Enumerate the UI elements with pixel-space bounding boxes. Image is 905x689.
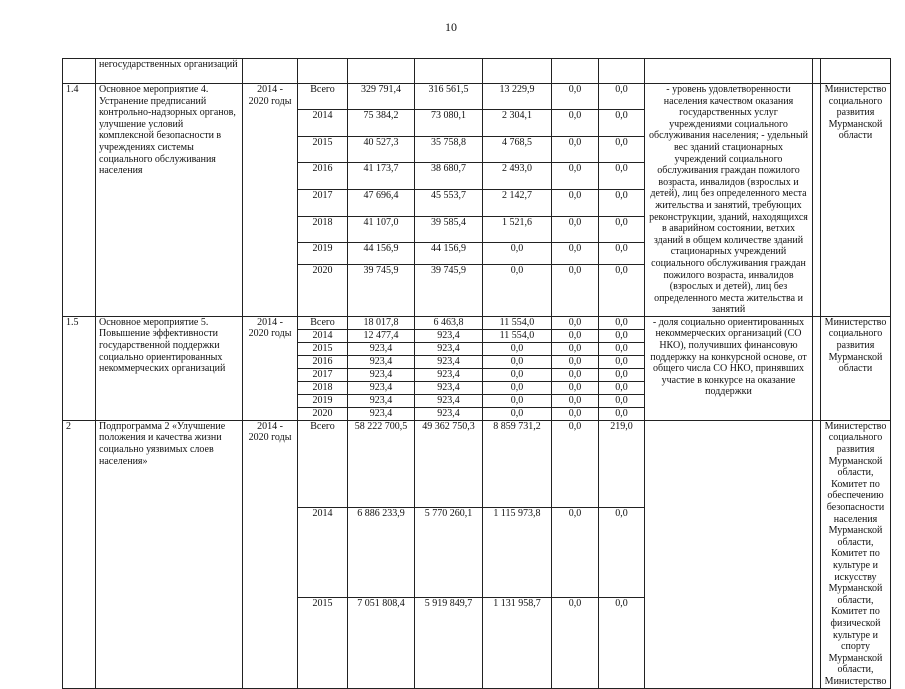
total-cell: 7 051 808,4 [348,598,415,688]
value-cell: 5 919 849,7 [415,598,483,688]
value-cell: 0,0 [599,329,645,342]
year-cell: 2015 [298,342,348,355]
value-cell: 0,0 [599,507,645,597]
value-cell: 0,0 [599,265,645,317]
year-cell: 2014 [298,329,348,342]
value-cell: 923,4 [415,407,483,420]
value-cell: 0,0 [599,217,645,243]
indicator-text: - доля социально ориентированных некоммерческих организаций (СО НКО), получивших финансовую поддержку на конкурсной основе, от общего числа СО НКО, принявших участие в конкурсе на оказание поддержки [645,316,813,420]
period: 2014 - 2020 годы [243,84,298,317]
total-cell: 923,4 [348,368,415,381]
value-cell: 0,0 [599,407,645,420]
year-cell: Всего [298,316,348,329]
value-cell: 0,0 [552,381,599,394]
value-cell: 0,0 [552,265,599,317]
row-number: 1.5 [63,316,96,420]
value-cell: 316 561,5 [415,84,483,110]
continued-name: негосударственных организаций [96,59,243,84]
value-cell: 1 131 958,7 [483,598,552,688]
year-cell: 2014 [298,507,348,597]
year-cell: 2020 [298,265,348,317]
value-cell: 0,0 [552,342,599,355]
value-cell: 0,0 [599,342,645,355]
value-cell: 0,0 [552,316,599,329]
value-cell: 0,0 [552,217,599,243]
value-cell: 0,0 [552,368,599,381]
value-cell: 2 304,1 [483,109,552,136]
total-cell: 44 156,9 [348,242,415,264]
value-cell: 0,0 [483,355,552,368]
value-cell: 11 554,0 [483,316,552,329]
value-cell: 0,0 [599,381,645,394]
value-cell: 0,0 [599,163,645,190]
total-cell: 923,4 [348,342,415,355]
value-cell: 0,0 [552,507,599,597]
period: 2014 - 2020 годы [243,420,298,688]
value-cell: 0,0 [552,598,599,688]
year-cell: 2018 [298,217,348,243]
value-cell: 923,4 [415,355,483,368]
value-cell: 0,0 [599,394,645,407]
value-cell: 0,0 [552,407,599,420]
value-cell: 0,0 [483,342,552,355]
activity-name: Основное мероприятие 4. Устранение предписаний контрольно-надзорных органов, улучшение условий комплексной безопасности в учреждениях системы социального обслуживания населения [96,84,243,317]
value-cell: 49 362 750,3 [415,420,483,507]
period: 2014 - 2020 годы [243,316,298,420]
year-cell: 2018 [298,381,348,394]
year-cell: 2016 [298,163,348,190]
total-cell: 39 745,9 [348,265,415,317]
value-cell: 923,4 [415,394,483,407]
value-cell: 13 229,9 [483,84,552,110]
value-cell: 1 115 973,8 [483,507,552,597]
value-cell: 0,0 [552,394,599,407]
total-cell: 75 384,2 [348,109,415,136]
value-cell: 2 493,0 [483,163,552,190]
total-cell: 41 107,0 [348,217,415,243]
value-cell: 0,0 [599,598,645,688]
value-cell: 0,0 [552,242,599,264]
total-cell: 923,4 [348,381,415,394]
year-cell: Всего [298,84,348,110]
value-cell: 0,0 [599,368,645,381]
value-cell: 0,0 [552,190,599,217]
year-cell: 2014 [298,109,348,136]
value-cell: 0,0 [483,368,552,381]
year-cell: 2020 [298,407,348,420]
cell-blank [63,59,96,84]
year-cell: 2015 [298,598,348,688]
year-cell: 2019 [298,242,348,264]
value-cell: 0,0 [599,242,645,264]
value-cell: 923,4 [415,329,483,342]
value-cell: 5 770 260,1 [415,507,483,597]
value-cell: 0,0 [552,329,599,342]
total-cell: 41 173,7 [348,163,415,190]
year-cell: 2019 [298,394,348,407]
value-cell: 0,0 [552,109,599,136]
executor: Министерство социального развития Мурманской области [821,316,891,420]
value-cell: 0,0 [599,136,645,163]
indicator-text [645,420,813,688]
value-cell: 11 554,0 [483,329,552,342]
row-number: 1.4 [63,84,96,317]
executor: Министерство социального развития Мурманской области [821,84,891,317]
value-cell: 923,4 [415,381,483,394]
year-cell: 2017 [298,368,348,381]
total-cell: 40 527,3 [348,136,415,163]
value-cell: 0,0 [552,355,599,368]
total-cell: 329 791,4 [348,84,415,110]
year-cell: 2016 [298,355,348,368]
total-cell: 18 017,8 [348,316,415,329]
program-table [62,58,891,689]
year-cell: Всего [298,420,348,507]
value-cell: 2 142,7 [483,190,552,217]
value-cell: 73 080,1 [415,109,483,136]
total-cell: 12 477,4 [348,329,415,342]
value-cell: 0,0 [483,407,552,420]
total-cell: 47 696,4 [348,190,415,217]
value-cell: 0,0 [552,136,599,163]
value-cell: 923,4 [415,342,483,355]
page-number: 10 [445,20,457,34]
year-cell: 2017 [298,190,348,217]
value-cell: 0,0 [552,163,599,190]
value-cell: 1 521,6 [483,217,552,243]
total-cell: 6 886 233,9 [348,507,415,597]
total-cell: 923,4 [348,355,415,368]
value-cell: 0,0 [483,381,552,394]
value-cell: 0,0 [552,420,599,507]
indicator-text: - уровень удовлетворенности населения качеством оказания государственных услуг учреждениями социального обслуживания населения; - удельный вес зданий стационарных учреждений социального обслуживания граждан пожилого возраста, инвалидов (взрослых и детей), лиц без определенного места жительства и занятий, требующих реконструкции, зданий, находящихся в аварийном состоянии, ветхих зданий в общем количестве зданий стационарных учреждений социального обслуживания граждан пожилого возраста, инвалидов (взрослых и детей), лиц без определенного места жительства и занятий [645,84,813,317]
total-cell: 923,4 [348,407,415,420]
value-cell: 0,0 [599,190,645,217]
row-number: 2 [63,420,96,688]
value-cell: 0,0 [483,242,552,264]
value-cell: 0,0 [552,84,599,110]
activity-name: Основное мероприятие 5. Повышение эффективности государственной поддержки социально ориентированных некоммерческих организаций [96,316,243,420]
value-cell: 4 768,5 [483,136,552,163]
executor: Министерство социального развития Мурманской области, Комитет по обеспечению безопасности населения Мурманской области, Комитет по культуре и искусству Мурманской области, Комитет по физической культуре и спорту Мурманской области, Министерство [821,420,891,688]
value-cell: 0,0 [483,394,552,407]
value-cell: 44 156,9 [415,242,483,264]
subprogram-name: Подпрограмма 2 «Улучшение положения и качества жизни социально уязвимых слоев населения» [96,420,243,688]
value-cell: 35 758,8 [415,136,483,163]
total-cell: 923,4 [348,394,415,407]
value-cell: 45 553,7 [415,190,483,217]
value-cell: 39 585,4 [415,217,483,243]
value-cell: 39 745,9 [415,265,483,317]
total-cell: 58 222 700,5 [348,420,415,507]
year-cell: 2015 [298,136,348,163]
value-cell: 38 680,7 [415,163,483,190]
value-cell: 0,0 [599,355,645,368]
value-cell: 6 463,8 [415,316,483,329]
value-cell: 0,0 [599,109,645,136]
value-cell: 0,0 [483,265,552,317]
value-cell: 219,0 [599,420,645,507]
value-cell: 8 859 731,2 [483,420,552,507]
value-cell: 0,0 [599,316,645,329]
value-cell: 923,4 [415,368,483,381]
value-cell: 0,0 [599,84,645,110]
